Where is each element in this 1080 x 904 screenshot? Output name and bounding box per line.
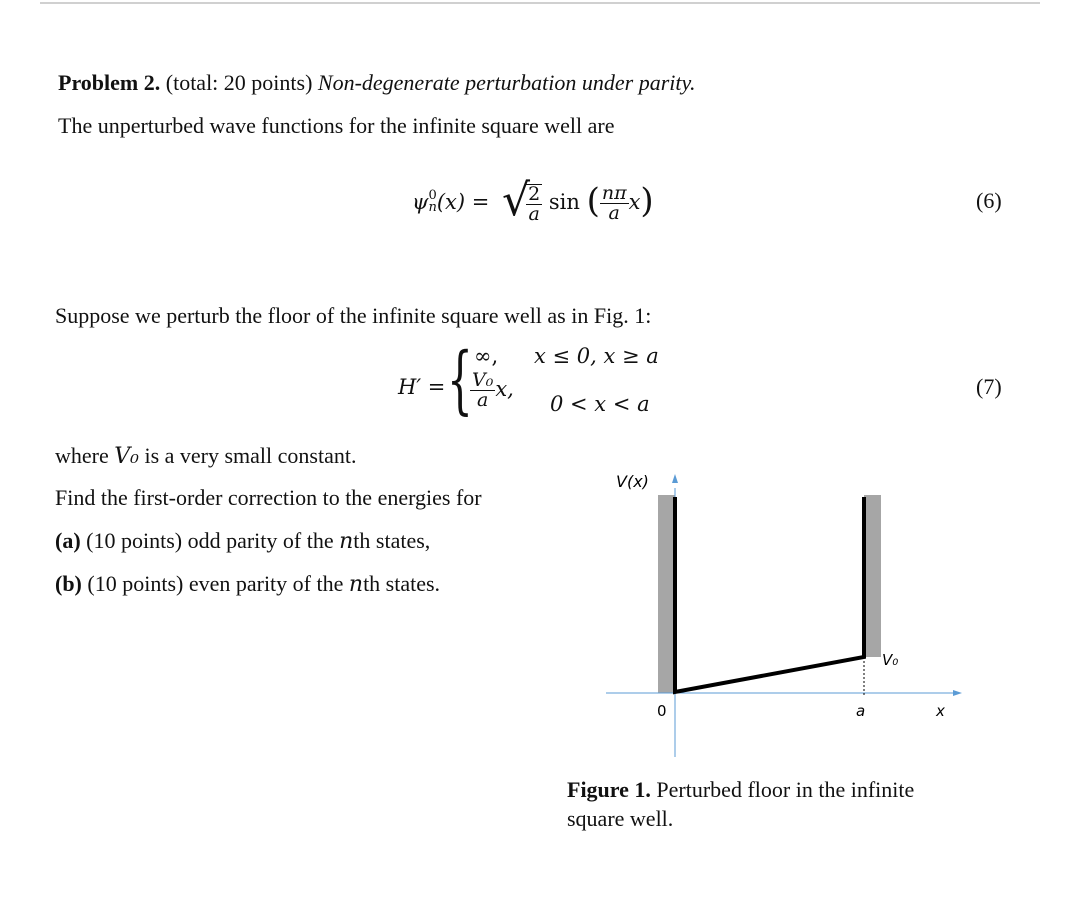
- eq7-case2-den: a: [477, 389, 489, 411]
- eq6-lparen: (: [586, 180, 600, 221]
- v0-label: V₀: [882, 651, 899, 669]
- origin-label: 0: [657, 702, 667, 720]
- problem-title: Non-degenerate perturbation under parity.: [317, 70, 696, 95]
- part-b-n: n: [348, 572, 364, 597]
- problem-label: Problem 2.: [58, 70, 161, 95]
- eq6-sup: 0: [428, 187, 437, 203]
- figure-caption-text-1: Perturbed floor in the infinite: [656, 777, 915, 802]
- part-a-text: (10 points) odd parity of the: [86, 528, 334, 553]
- sqrt-sign: √: [502, 175, 531, 226]
- left-wall: [658, 495, 675, 693]
- eq7-case2-var: x,: [495, 377, 514, 401]
- find-text: Find the first-order correction to the energies for: [55, 485, 482, 510]
- figure-caption-label: Figure 1.: [567, 777, 651, 802]
- y-axis-arrow: [672, 474, 678, 483]
- eq6-sqrt-num: 2: [528, 182, 541, 205]
- eq6-inner-var: x: [628, 190, 641, 214]
- eq7-case2-cond: 0 < x < a: [550, 392, 650, 416]
- where-symbol: V₀: [114, 444, 139, 469]
- problem-points: (total: 20 points): [165, 70, 313, 95]
- eq6-inner-num: nπ: [601, 182, 627, 204]
- figure-caption-text-2: square well.: [567, 806, 674, 831]
- eq6-sqrt-den: a: [528, 202, 540, 225]
- part-a-label: (a): [55, 528, 81, 553]
- eq7-case2-num: V₀: [472, 369, 494, 391]
- part-a-tail: th states,: [353, 528, 431, 553]
- eq7-case1-value: ∞,: [474, 344, 499, 368]
- eq6-inner-den: a: [608, 202, 620, 224]
- eq6-number: (6): [976, 188, 1002, 213]
- part-b-tail: th states.: [363, 571, 441, 596]
- eq7-case1-cond: x ≤ 0, x ≥ a: [534, 344, 659, 368]
- right-wall: [864, 495, 881, 657]
- eq7-lhs: H′ =: [398, 375, 446, 399]
- intro-text: The unperturbed wave functions for the infinite square well are: [58, 113, 615, 138]
- eq6-sin: sin: [548, 190, 580, 214]
- x-axis-arrow: [953, 690, 962, 696]
- y-axis-label: V(x): [616, 472, 649, 491]
- part-b-text: (10 points) even parity of the: [87, 571, 344, 596]
- where-pre: where: [55, 443, 109, 468]
- potential-curve: [675, 497, 864, 692]
- eq6-sub: n: [428, 199, 437, 215]
- eq6-psi: ψ: [412, 190, 429, 214]
- figure-caption: [567, 775, 914, 833]
- eq7-brace: {: [447, 337, 473, 423]
- eq6-arg: (x) =: [436, 190, 490, 214]
- a-label: a: [856, 702, 866, 720]
- part-b-label: (b): [55, 571, 82, 596]
- x-axis-label: x: [936, 702, 945, 720]
- where-post: is a very small constant.: [144, 443, 357, 468]
- eq6-rparen: ): [640, 180, 654, 221]
- suppose-text: Suppose we perturb the floor of the infinite square well as in Fig. 1:: [55, 303, 652, 328]
- part-a-n: n: [339, 529, 354, 554]
- eq7-number: (7): [976, 374, 1002, 399]
